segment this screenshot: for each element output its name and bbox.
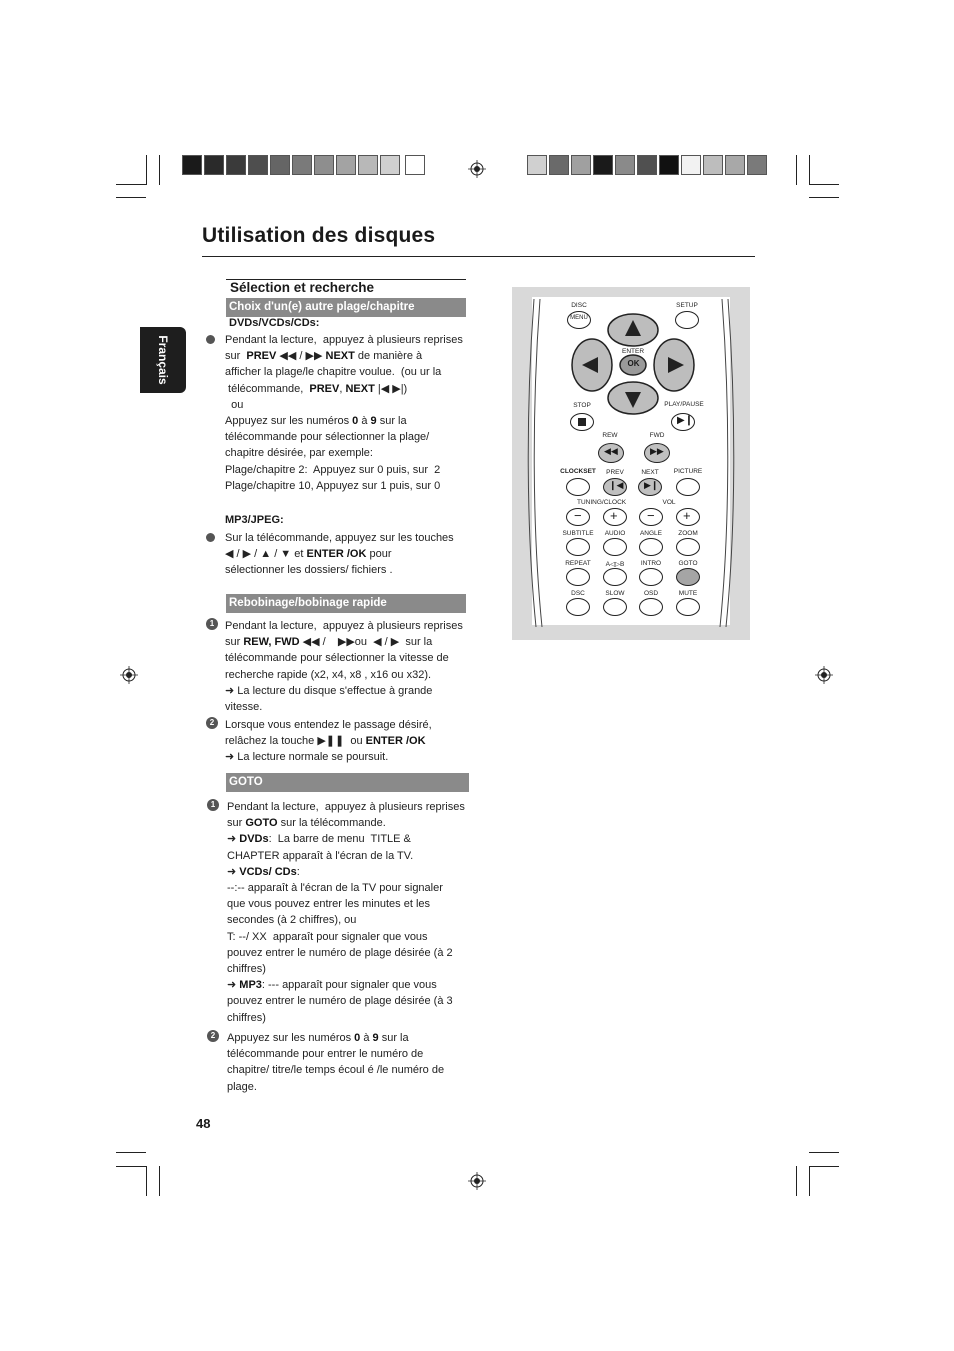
- intro-label: INTRO: [640, 560, 662, 567]
- setup-label: SETUP: [676, 302, 698, 309]
- crop-mark: [809, 197, 839, 198]
- repeat-button[interactable]: [566, 568, 590, 586]
- crop-mark: [809, 184, 839, 185]
- osd-label: OSD: [643, 590, 659, 597]
- vol-plus-button[interactable]: +: [676, 508, 700, 526]
- tuning-minus-button[interactable]: −: [566, 508, 590, 526]
- crop-mark: [809, 1166, 839, 1167]
- next-icon: ▶❙: [644, 480, 659, 490]
- registration-mark-icon: [815, 666, 833, 684]
- crop-mark: [146, 1166, 147, 1196]
- angle-label: ANGLE: [639, 530, 663, 537]
- dsc-label: DSC: [571, 590, 585, 597]
- registration-mark-icon: [468, 1172, 486, 1190]
- slow-label: SLOW: [605, 590, 625, 597]
- paragraph-goto-2: Appuyez sur les numéros 0 à 9 sur la télécommande pour entrer le numéro de chapitre/ titre/le temps écoul é /le numéro de plage.: [227, 1032, 445, 1093]
- vol-minus-button[interactable]: −: [639, 508, 663, 526]
- crop-mark: [159, 1166, 160, 1196]
- disc-label: DISC: [571, 302, 587, 309]
- paragraph-mp3: Sur la télécommande, appuyez sur les touches ◀ / ▶ / ▲ / ▼ et ENTER /OK pour sélectionner les dossiers/ fichiers .: [225, 532, 454, 577]
- dvd-heading: DVDs/VCDs/CDs:: [229, 317, 320, 329]
- crop-mark: [116, 184, 146, 185]
- picture-button[interactable]: [676, 478, 700, 496]
- subtitle-button[interactable]: [566, 538, 590, 556]
- setup-button[interactable]: [675, 311, 699, 329]
- ab-label: A◁▷B: [605, 561, 625, 568]
- prev-button[interactable]: [603, 478, 627, 496]
- angle-button[interactable]: [639, 538, 663, 556]
- intro-button[interactable]: [639, 568, 663, 586]
- paragraph-choix: Pendant la lecture, appuyez à plusieurs reprises sur PREV ◀◀ / ▶▶ NEXT de manière à afficher la plage/le chapitre voulue. (ou ur la télécommande, PREV, NEXT |◀ ▶|) ou Appuyez sur les numéros 0 à 9 sur la télécommande pour sélectionner la plage/ chapitre désirée, par exemple: Plage/chapitre 2: Appuyez sur 0 puis, sur 2 Plage/chapitre 10, Appuyez sur 1 puis, sur 0: [225, 334, 463, 492]
- band-choix: Choix d'un(e) autre plage/chapitre: [226, 298, 466, 317]
- registration-mark-icon: [120, 666, 138, 684]
- crop-mark: [116, 1166, 146, 1167]
- bullet: [206, 533, 215, 542]
- crop-mark: [116, 1152, 146, 1153]
- goto-label: GOTO: [678, 560, 698, 567]
- language-tab-label: Français: [156, 335, 170, 385]
- prev-label: PREV: [606, 469, 624, 476]
- section-title: Sélection et recherche: [230, 280, 375, 295]
- play-pause-label: PLAY/PAUSE: [664, 401, 704, 408]
- bullet: [206, 335, 215, 344]
- page-number: 48: [196, 1116, 211, 1131]
- crop-mark: [796, 155, 797, 185]
- step-number: 1: [207, 799, 219, 811]
- page-title: Utilisation des disques: [202, 224, 436, 247]
- crop-mark: [796, 1166, 797, 1196]
- next-button[interactable]: [638, 478, 662, 496]
- zoom-button[interactable]: [676, 538, 700, 556]
- ab-button[interactable]: [603, 568, 627, 586]
- rew-label: REW: [602, 432, 618, 439]
- mute-button[interactable]: [676, 598, 700, 616]
- language-tab: [140, 327, 186, 393]
- paragraph-rebobinage-2: Lorsque vous entendez le passage désiré, relâchez la touche ▶❚❚ ou ENTER /OK ➜ La lecture normale se poursuit.: [225, 719, 432, 764]
- audio-button[interactable]: [603, 538, 627, 556]
- band-goto: GOTO: [226, 773, 469, 792]
- subtitle-label: SUBTITLE: [562, 530, 594, 537]
- paragraph-goto-1: Pendant la lecture, appuyez à plusieurs reprises sur GOTO sur la télécommande. ➜ DVDs: La barre de menu TITLE & CHAPTER apparaît à l'écran de la TV. ➜ VCDs/ CDs: --:-- apparaît à l'écran de la TV pour signaler que vous pouvez entrer les minutes et les secondes (à 2 chiffres), ou T: --/ XX apparaît pour signaler que vous pouvez entrer le numéro de plage désirée (à 2 chiffres) ➜ MP3: --- apparaît pour signaler que vous pouvez entrer le numéro de plage désirée (à 3 chiffres): [227, 801, 465, 1024]
- slow-button[interactable]: [603, 598, 627, 616]
- picture-label: PICTURE: [673, 468, 703, 475]
- stop-button[interactable]: [570, 413, 594, 431]
- crop-mark: [159, 155, 160, 185]
- play-pause-button[interactable]: [671, 413, 695, 431]
- fwd-button[interactable]: [644, 443, 670, 463]
- step-number: 1: [206, 618, 218, 630]
- fast-forward-icon: ▶▶: [650, 446, 664, 456]
- enter-label: ENTER: [621, 348, 645, 355]
- crop-mark: [809, 1152, 839, 1153]
- clockset-label: CLOCKSET: [560, 468, 596, 475]
- registration-mark-icon: [468, 160, 486, 178]
- stop-label: STOP: [573, 402, 591, 409]
- fwd-label: FWD: [649, 432, 665, 439]
- crop-mark: [809, 1166, 810, 1196]
- clockset-button[interactable]: [566, 478, 590, 496]
- goto-button[interactable]: [676, 568, 700, 586]
- menu-label: MENU: [570, 315, 588, 321]
- band-rebobinage: Rebobinage/bobinage rapide: [226, 594, 466, 613]
- repeat-label: REPEAT: [565, 560, 591, 567]
- tuning-plus-button[interactable]: +: [603, 508, 627, 526]
- crop-mark: [809, 155, 810, 185]
- audio-label: AUDIO: [604, 530, 626, 537]
- step-number: 2: [207, 1030, 219, 1042]
- mute-label: MUTE: [678, 590, 698, 597]
- vol-label: VOL: [662, 499, 676, 506]
- step-number: 2: [206, 717, 218, 729]
- ok-label: OK: [627, 359, 640, 368]
- rewind-icon: ◀◀: [604, 446, 618, 456]
- paragraph-rebobinage-1: Pendant la lecture, appuyez à plusieurs reprises sur REW, FWD ◀◀ / ▶▶ou ◀ / ▶ sur la télécommande pour sélectionner la vitesse de recherche rapide (x2, x4, x8 , x16 ou x32). ➜ La lecture du disque s'effectue à grande vitesse.: [225, 620, 463, 714]
- tuning-clock-label: TUNING/CLOCK: [577, 499, 627, 506]
- prev-icon: ❙◀: [609, 480, 624, 490]
- next-label: NEXT: [641, 469, 659, 476]
- crop-mark: [146, 155, 147, 185]
- title-divider: [202, 256, 755, 257]
- osd-button[interactable]: [639, 598, 663, 616]
- play-pause-icon: ▶❙: [677, 415, 694, 426]
- rew-button[interactable]: [598, 443, 624, 463]
- dsc-button[interactable]: [566, 598, 590, 616]
- mp3-heading: MP3/JPEG:: [225, 514, 284, 526]
- zoom-label: ZOOM: [678, 530, 698, 537]
- crop-mark: [116, 197, 146, 198]
